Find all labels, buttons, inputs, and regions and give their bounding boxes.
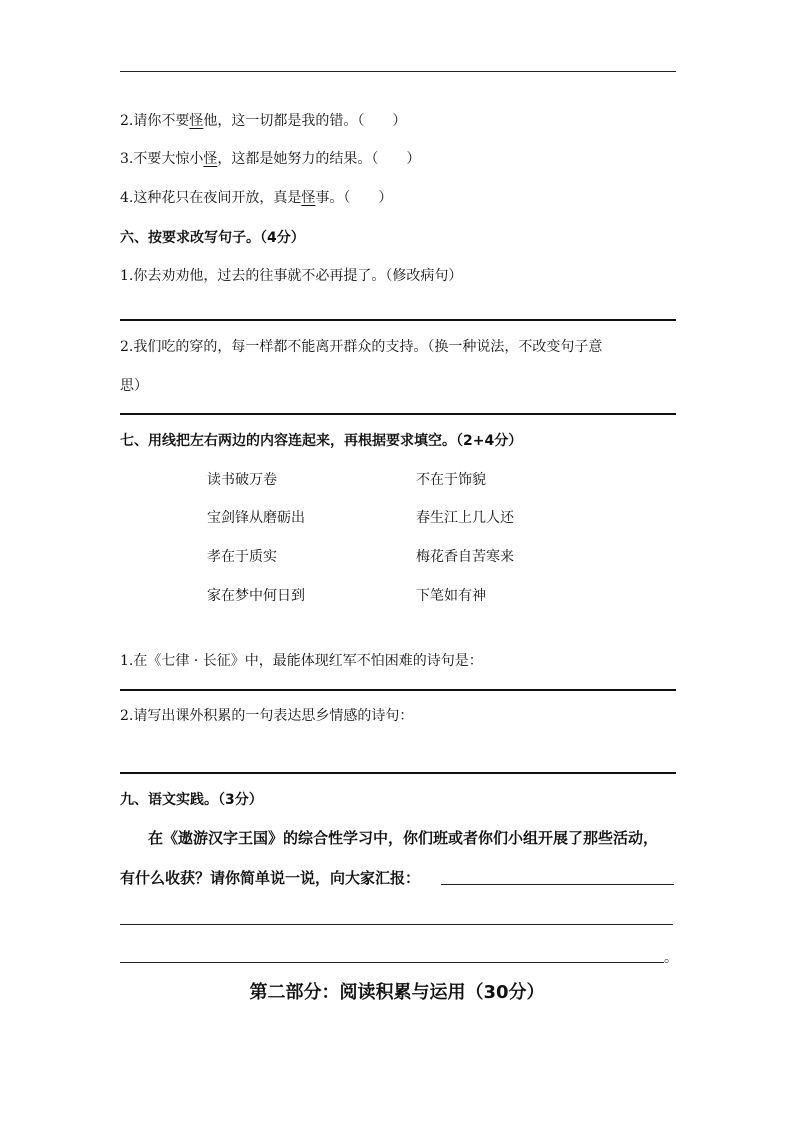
section7-q1: 1.在《七律 · 长征》中，最能体现红军不怕困难的诗句是： xyxy=(120,653,483,669)
item-text: 他，这一切都是我的错。（ ） xyxy=(203,113,407,129)
word-item-3 xyxy=(120,149,420,169)
header-rule xyxy=(120,71,676,72)
marked-char: 怪 xyxy=(203,151,218,167)
word-item-2 xyxy=(120,111,406,131)
marked-char: 怪 xyxy=(301,190,316,206)
match-left-4[interactable]: 家在梦中何日到 xyxy=(207,588,305,604)
match-left-2[interactable]: 宝剑锋从磨砺出 xyxy=(207,510,305,526)
section6-q2-line1: 2.我们吃的穿的，每一样都不能离开群众的支持。（换一种说法，不改变句子意 xyxy=(120,339,603,355)
section9-heading: 九、语文实践。（3分） xyxy=(120,792,263,808)
end-period: 。 xyxy=(664,950,678,966)
section6-q2-line2: 思） xyxy=(120,378,148,394)
item-text: 3.不要大惊小 xyxy=(120,151,204,167)
match-right-3[interactable]: 梅花香自苦寒来 xyxy=(416,549,514,565)
match-left-3[interactable]: 孝在于质实 xyxy=(207,549,277,565)
section6-q1: 1.你去劝劝他，过去的往事就不必再提了。（修改病句） xyxy=(120,268,463,284)
answer-line-7-1[interactable] xyxy=(120,689,676,691)
word-item-4 xyxy=(120,188,392,208)
item-text: ，这都是她努力的结果。（ ） xyxy=(217,151,421,167)
part2-title: 第二部分：阅读积累与运用（30分） xyxy=(249,982,545,1003)
answer-line-6-2[interactable] xyxy=(120,413,676,415)
item-text: 事。（ ） xyxy=(315,190,393,206)
section7-heading: 七、用线把左右两边的内容连起来，再根据要求填空。（2+4分） xyxy=(120,433,523,449)
answer-line-6-1[interactable] xyxy=(120,319,676,321)
section9-paragraph-line2: 有什么收获？请你简单说一说，向大家汇报： xyxy=(120,869,421,887)
answer-line-7-2[interactable] xyxy=(120,772,676,774)
answer-line-9-2[interactable] xyxy=(120,924,673,925)
answer-line-9-1[interactable] xyxy=(441,884,674,885)
match-right-4[interactable]: 下笔如有神 xyxy=(416,588,486,604)
marked-char: 怪 xyxy=(189,113,204,129)
section6-heading: 六、按要求改写句子。（4分） xyxy=(120,230,305,246)
answer-line-9-3[interactable] xyxy=(120,962,664,963)
match-right-2[interactable]: 春生江上几人还 xyxy=(416,510,514,526)
match-right-1[interactable]: 不在于饰貌 xyxy=(416,472,486,488)
item-text: 4.这种花只在夜间开放，真是 xyxy=(120,190,302,206)
section9-paragraph-line1: 在《遨游汉字王国》的综合性学习中，你们班或者你们小组开展了那些活动， xyxy=(148,829,659,847)
match-left-1[interactable]: 读书破万卷 xyxy=(207,472,277,488)
item-text: 2.请你不要 xyxy=(120,113,190,129)
section7-q2: 2.请写出课外积累的一句表达思乡情感的诗句： xyxy=(120,708,414,724)
